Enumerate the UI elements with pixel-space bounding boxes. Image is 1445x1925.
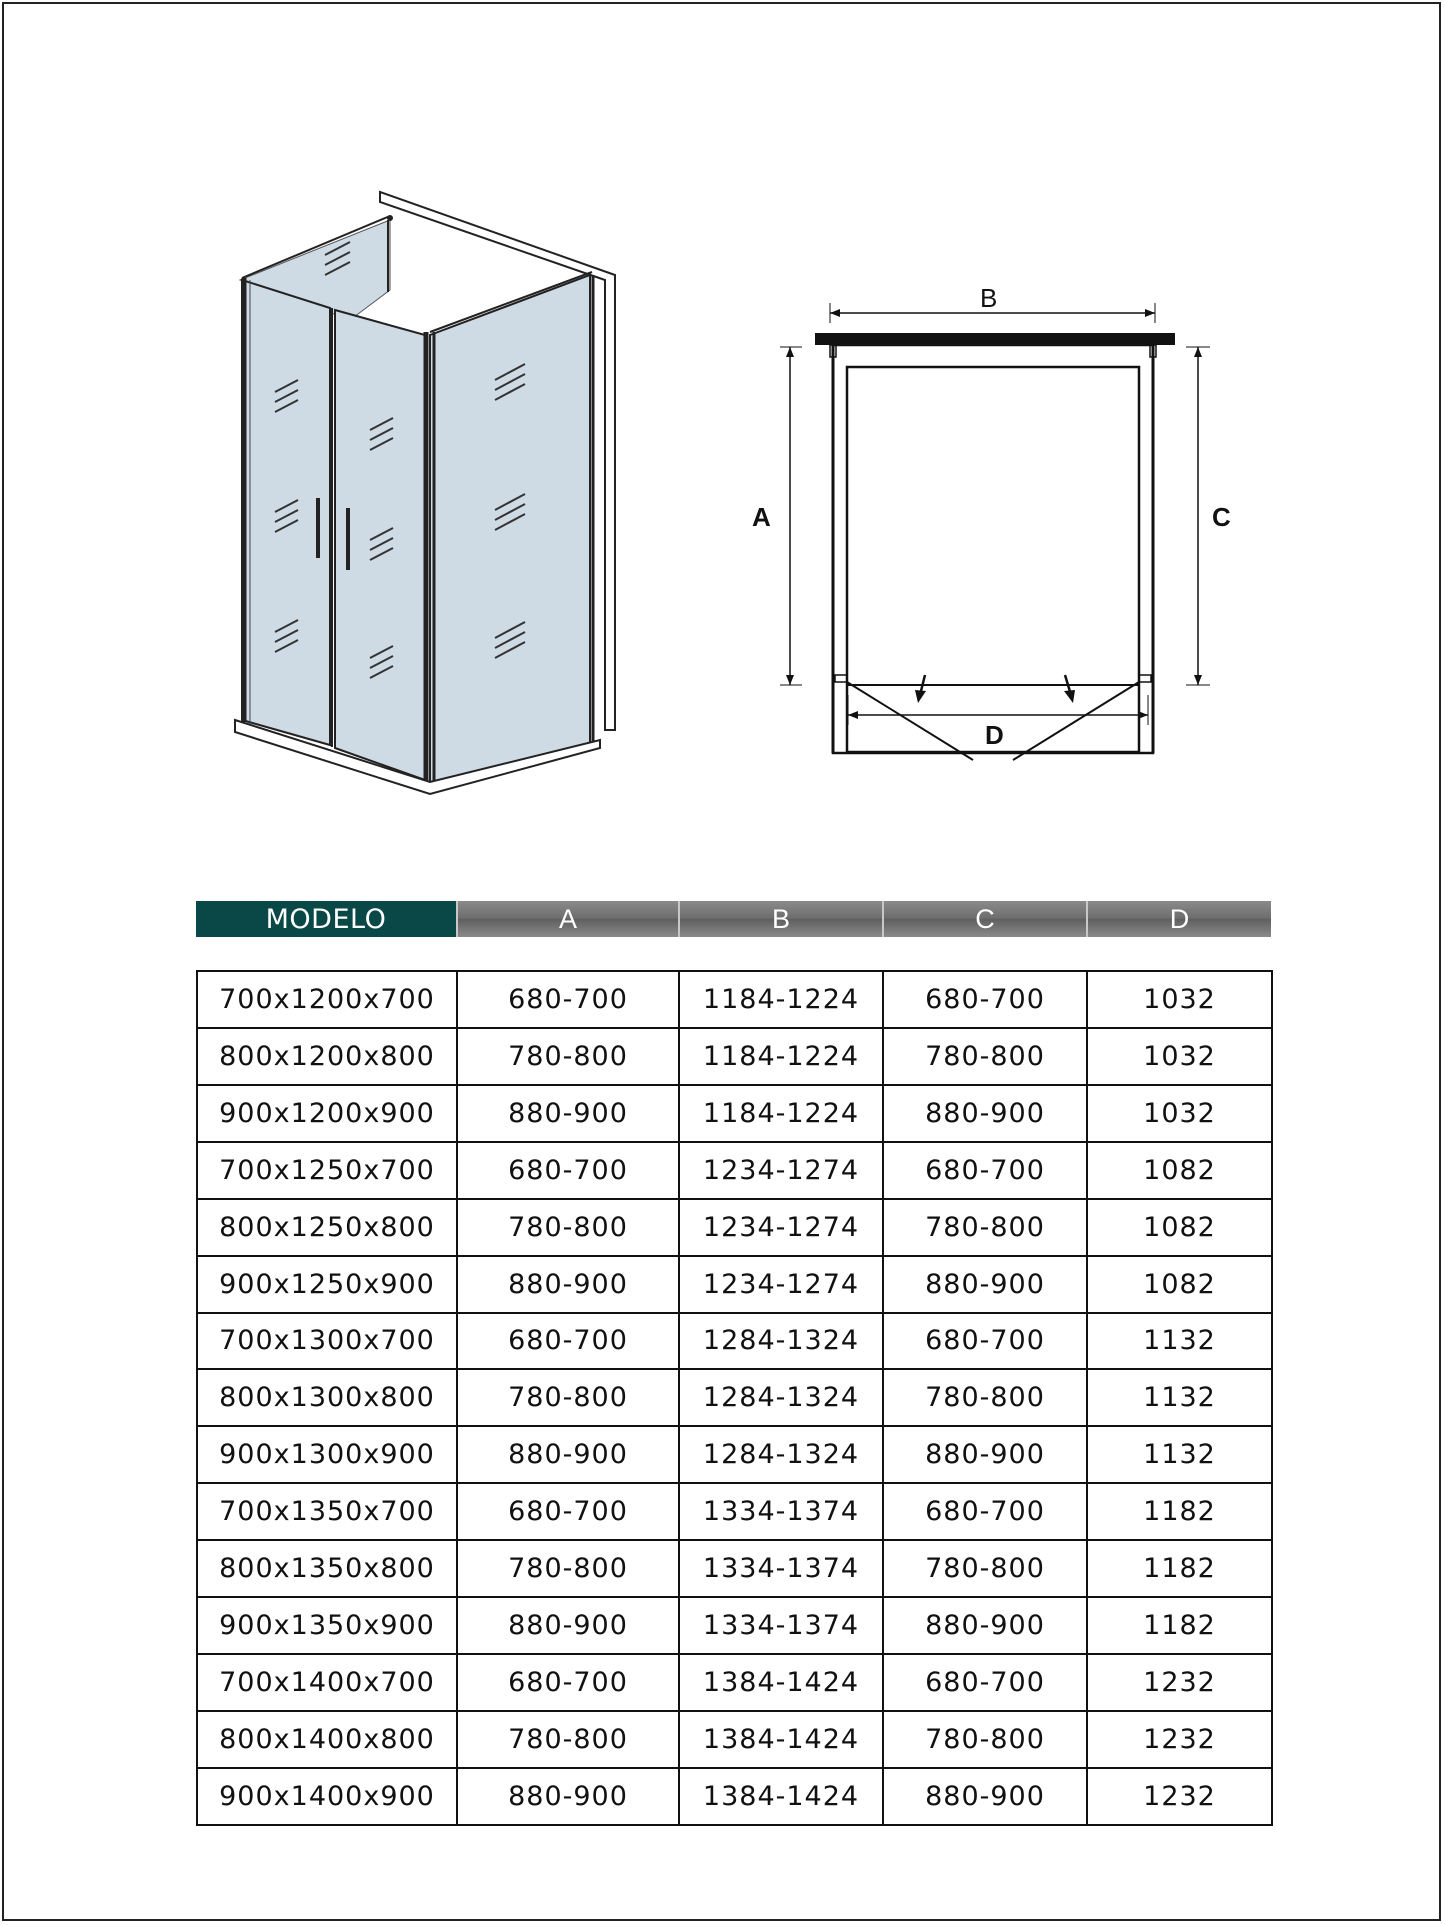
size-specification-table [196, 970, 1273, 1826]
cell-c: 680-700 [883, 1483, 1087, 1540]
cell-b: 1334-1374 [679, 1597, 883, 1654]
cell-a: 780-800 [457, 1711, 679, 1768]
cell-a: 880-900 [457, 1426, 679, 1483]
cell-a: 880-900 [457, 1597, 679, 1654]
header-d: D [1086, 901, 1271, 937]
table-row [197, 1483, 1272, 1540]
cell-d: 1182 [1087, 1597, 1272, 1654]
cell-a: 680-700 [457, 1313, 679, 1370]
cell-modelo: 700x1250x700 [197, 1142, 457, 1199]
cell-b: 1384-1424 [679, 1768, 883, 1825]
table-row [197, 1142, 1272, 1199]
cell-b: 1234-1274 [679, 1142, 883, 1199]
cell-b: 1234-1274 [679, 1256, 883, 1313]
header-b: B [678, 901, 882, 937]
table-row [197, 1313, 1272, 1370]
header-modelo: MODELO [196, 901, 456, 937]
cell-c: 680-700 [883, 971, 1087, 1028]
plan-view-diagram [740, 275, 1260, 785]
cell-a: 780-800 [457, 1540, 679, 1597]
cell-c: 680-700 [883, 1313, 1087, 1370]
cell-modelo: 900x1200x900 [197, 1085, 457, 1142]
cell-b: 1384-1424 [679, 1711, 883, 1768]
dimension-label-c: C [1212, 502, 1231, 532]
cell-c: 680-700 [883, 1654, 1087, 1711]
table-row [197, 1369, 1272, 1426]
cell-modelo: 800x1250x800 [197, 1199, 457, 1256]
cell-b: 1284-1324 [679, 1369, 883, 1426]
cell-c: 780-800 [883, 1028, 1087, 1085]
cell-a: 780-800 [457, 1028, 679, 1085]
cell-modelo: 800x1350x800 [197, 1540, 457, 1597]
cell-modelo: 900x1350x900 [197, 1597, 457, 1654]
shower-enclosure-illustration [230, 180, 630, 800]
table-row [197, 1711, 1272, 1768]
cell-d: 1082 [1087, 1256, 1272, 1313]
cell-c: 880-900 [883, 1597, 1087, 1654]
cell-a: 880-900 [457, 1085, 679, 1142]
cell-b: 1284-1324 [679, 1313, 883, 1370]
cell-c: 780-800 [883, 1369, 1087, 1426]
table-row [197, 1654, 1272, 1711]
cell-d: 1132 [1087, 1426, 1272, 1483]
cell-c: 680-700 [883, 1142, 1087, 1199]
cell-d: 1082 [1087, 1142, 1272, 1199]
cell-d: 1182 [1087, 1540, 1272, 1597]
cell-a: 680-700 [457, 1654, 679, 1711]
cell-b: 1334-1374 [679, 1540, 883, 1597]
table-row [197, 1540, 1272, 1597]
cell-a: 880-900 [457, 1768, 679, 1825]
cell-c: 880-900 [883, 1085, 1087, 1142]
cell-d: 1032 [1087, 1085, 1272, 1142]
cell-modelo: 900x1400x900 [197, 1768, 457, 1825]
cell-c: 780-800 [883, 1711, 1087, 1768]
cell-d: 1082 [1087, 1199, 1272, 1256]
cell-modelo: 700x1350x700 [197, 1483, 457, 1540]
dimension-label-d: D [985, 720, 1004, 750]
cell-d: 1232 [1087, 1768, 1272, 1825]
cell-modelo: 800x1400x800 [197, 1711, 457, 1768]
cell-d: 1182 [1087, 1483, 1272, 1540]
cell-modelo: 900x1250x900 [197, 1256, 457, 1313]
cell-modelo: 700x1200x700 [197, 971, 457, 1028]
table-row [197, 1085, 1272, 1142]
cell-c: 880-900 [883, 1256, 1087, 1313]
cell-modelo: 800x1200x800 [197, 1028, 457, 1085]
header-c: C [882, 901, 1086, 937]
cell-d: 1132 [1087, 1313, 1272, 1370]
header-a: A [456, 901, 678, 937]
dimension-label-a: A [752, 502, 771, 532]
cell-c: 780-800 [883, 1199, 1087, 1256]
cell-d: 1032 [1087, 1028, 1272, 1085]
table-body [197, 971, 1272, 1825]
cell-a: 880-900 [457, 1256, 679, 1313]
cell-b: 1234-1274 [679, 1199, 883, 1256]
table-row [197, 1028, 1272, 1085]
table-row [197, 1426, 1272, 1483]
cell-c: 780-800 [883, 1540, 1087, 1597]
cell-c: 880-900 [883, 1426, 1087, 1483]
cell-b: 1334-1374 [679, 1483, 883, 1540]
cell-b: 1384-1424 [679, 1654, 883, 1711]
cell-a: 680-700 [457, 1483, 679, 1540]
cell-b: 1184-1224 [679, 971, 883, 1028]
cell-modelo: 700x1400x700 [197, 1654, 457, 1711]
table-row [197, 1256, 1272, 1313]
cell-b: 1284-1324 [679, 1426, 883, 1483]
cell-d: 1232 [1087, 1654, 1272, 1711]
table-row [197, 1768, 1272, 1825]
cell-modelo: 700x1300x700 [197, 1313, 457, 1370]
cell-d: 1032 [1087, 971, 1272, 1028]
cell-a: 780-800 [457, 1369, 679, 1426]
cell-modelo: 900x1300x900 [197, 1426, 457, 1483]
table-row [197, 1597, 1272, 1654]
cell-a: 680-700 [457, 971, 679, 1028]
cell-b: 1184-1224 [679, 1085, 883, 1142]
cell-d: 1232 [1087, 1711, 1272, 1768]
cell-modelo: 800x1300x800 [197, 1369, 457, 1426]
table-row [197, 1199, 1272, 1256]
cell-d: 1132 [1087, 1369, 1272, 1426]
cell-c: 880-900 [883, 1768, 1087, 1825]
table-row [197, 971, 1272, 1028]
cell-a: 780-800 [457, 1199, 679, 1256]
cell-a: 680-700 [457, 1142, 679, 1199]
cell-b: 1184-1224 [679, 1028, 883, 1085]
dimension-label-b: B [980, 283, 998, 313]
